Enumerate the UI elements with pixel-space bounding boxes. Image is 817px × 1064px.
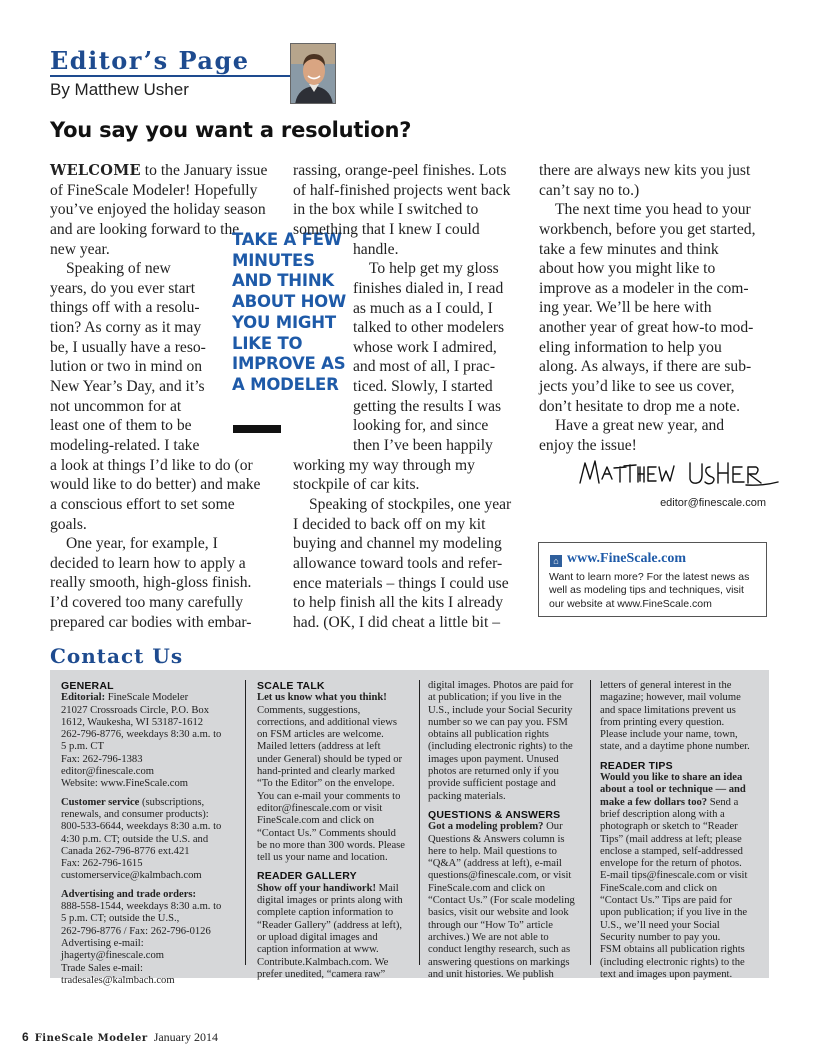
pull-quote-line: ABOUT HOW (232, 292, 347, 312)
article-line: and most of all, I prac- (353, 358, 496, 376)
contact-line-bold: Let us know what you think! (257, 692, 387, 704)
contact-line: “Q&A” (address at left), e-mail (428, 858, 562, 870)
contact-line: complete caption information to (257, 907, 394, 919)
contact-line: U.S., include your Social Security (428, 704, 573, 716)
article-line: to help finish all the kits I already (293, 594, 504, 612)
contact-line: digital images. Photos are paid for (428, 680, 574, 691)
contact-line: 262-796-8776, weekdays 8:30 a.m. to (61, 729, 222, 741)
contact-line: FineScale.com and click on (600, 882, 718, 894)
article-line: whose work I admired, (353, 338, 497, 356)
contact-line: “Contact Us.” Comments should (257, 827, 396, 839)
article-line: then I’ve been happily (353, 437, 493, 454)
contact-line: Please include your name, town, (600, 729, 738, 741)
contact-line-bold: make a few dollars too? (600, 796, 708, 808)
contact-line: envelope for the return of photos. (600, 858, 742, 870)
contact-line: state, and a daytime phone number. (600, 741, 750, 753)
article-line: a conscious effort to set some (50, 495, 235, 513)
contact-line: 4:30 p.m. CT; outside the U.S. and (61, 833, 209, 845)
contact-line: Mailed letters (address at left (257, 741, 381, 753)
article-line: about how you might like to (539, 260, 716, 278)
contact-line: brief description along with a (600, 808, 725, 820)
contact-line: (including electronic rights) to the (600, 956, 745, 968)
contact-line (257, 692, 405, 704)
contact-line: 1612, Waukesha, WI 53187-1612 (61, 716, 204, 728)
contact-column-questions (428, 680, 575, 981)
contact-line: 888-558-1544, weekdays 8:30 a.m. to (61, 901, 222, 913)
contact-line: answering questions on markings (428, 956, 570, 968)
contact-line: 21027 Crossroads Circle, P.O. Box (61, 704, 210, 716)
website-link[interactable]: www.FineScale.com (567, 551, 686, 566)
contact-line: 5 p.m. CT; outside the U.S., (61, 913, 180, 925)
contact-line: editor@finescale.com (61, 766, 154, 778)
contact-heading: READER TIPS (600, 759, 673, 772)
article-line: as much as a I could, I (353, 299, 493, 317)
contact-column-reader-tips (600, 680, 750, 981)
article-line: a look at things I’d like to do (or (50, 456, 253, 474)
contact-line: corrections, and additional views (257, 716, 398, 728)
section-title: Editor’s Page (50, 46, 250, 75)
article-line: Have a great new year, and (555, 417, 725, 435)
contact-column-general (61, 680, 221, 987)
article-line: really smooth, high-gloss finish. (50, 574, 252, 592)
contact-line: Questions & Answers column is (428, 833, 565, 845)
contact-line: “Contact Us.” Tips are paid for (600, 895, 732, 907)
contact-line: letters of general interest in the (600, 680, 732, 691)
website-promo-text (549, 571, 764, 611)
article-column-2-narrow (353, 240, 504, 456)
page-footer (22, 1030, 218, 1045)
contact-line: through our “How To” article (428, 919, 553, 931)
article-line: don’t hesitate to drop me a note. (539, 397, 741, 415)
contact-line: packing materials. (428, 790, 506, 802)
page-number: 6 (22, 1030, 29, 1044)
contact-line: and unit histories. We publish (428, 968, 554, 980)
pull-quote (232, 230, 347, 396)
article-line: in the box while I switched to (293, 201, 479, 219)
article-line: years, do you ever start (50, 279, 196, 297)
contact-line-bold: Advertising and trade orders: (61, 888, 197, 900)
contact-line: hand-printed and clearly marked (257, 766, 395, 778)
article-line: decided to learn how to apply a (50, 554, 246, 572)
website-promo-line: Want to learn more? For the latest news as (549, 571, 750, 583)
contact-line: Advertising e-mail: (61, 937, 144, 949)
article-line: of half-finished projects went back (293, 181, 511, 199)
article-line: rassing, orange-peel finishes. Lots (293, 162, 507, 179)
article-line: improve as a modeler in the com- (539, 279, 749, 297)
contact-line: Contribute.Kalmbach.com. We (257, 956, 389, 968)
article-line: jects you’d like to see us cover, (539, 378, 735, 396)
contact-line: You can e-mail your comments to (257, 790, 401, 802)
editor-email: editor@finescale.com (660, 497, 766, 509)
article-line: I decided to back off on my kit (293, 515, 486, 533)
article-line: Speaking of new (66, 260, 171, 278)
website-promo-line: well as modeling tips and techniques, visit (549, 584, 744, 597)
lead-word: WELCOME (50, 162, 141, 179)
pull-quote-bar (233, 425, 281, 433)
contact-line: digital images or prints along with (257, 895, 403, 907)
contact-line: 800-533-6644, weekdays 8:30 a.m. to (61, 821, 222, 833)
contact-line-bold: Customer service (61, 796, 140, 808)
article-line: The next time you head to your (555, 201, 751, 219)
contact-line: jhagerty@finescale.com (61, 950, 164, 962)
article-line: working my way through my (293, 456, 475, 474)
article-line: along. As always, if there are sub- (539, 358, 752, 376)
article-line: new year. (50, 240, 110, 258)
article-line: something that I knew I could (293, 220, 480, 238)
signature (578, 455, 788, 495)
article-line: take a few minutes and think (539, 240, 719, 258)
column-divider (590, 680, 591, 965)
contact-line-bold: Got a modeling problem? (428, 821, 544, 833)
contact-line: E-mail tips@finescale.com or visit (600, 870, 748, 882)
contact-line (600, 784, 750, 796)
article-line: not uncommon for at (50, 397, 182, 415)
article-line: allowance toward tools and refer- (293, 555, 503, 572)
contact-line-text: Our (543, 821, 563, 833)
contact-line: text and images upon payment. (600, 968, 733, 980)
article-line: eling information to help you (539, 338, 722, 356)
column-divider (245, 680, 246, 965)
article-line: goals. (50, 515, 87, 533)
contact-line: renewals, and consumer products): (61, 808, 209, 820)
contact-line: “Contact Us.” (For scale modeling (428, 895, 575, 907)
article-line: enjoy the issue! (539, 436, 637, 454)
article-line: One year, for example, I (66, 535, 218, 553)
footer-magazine: FineScale Modeler (34, 1033, 148, 1044)
pull-quote-line: AND THINK (232, 271, 335, 291)
contact-line: “Reader Gallery” (address at left), (257, 919, 402, 931)
article-line: had. (OK, I did cheat a little bit – (293, 613, 500, 631)
contact-line: photos are returned only if you (428, 766, 559, 778)
contact-line: or upload digital images and (257, 931, 378, 943)
contact-line: number so we can pay you. FSM (428, 716, 568, 728)
contact-line: Canada 262-796-8776 ext.421 (61, 845, 190, 857)
article-line: of FineScale Modeler! Hopefully (50, 181, 258, 199)
contact-heading: QUESTIONS & ANSWERS (428, 808, 561, 821)
contact-line (428, 821, 575, 833)
contact-line-text: Send a (707, 796, 739, 808)
article-line: can’t say no to.) (539, 181, 640, 199)
contact-line (61, 889, 221, 901)
column-divider (419, 680, 420, 965)
contact-line: Security number to pay you. (600, 931, 721, 943)
contact-line: FineScale.com and click on (257, 815, 375, 827)
article-line: looking for, and since (353, 417, 489, 435)
pull-quote-line: A MODELER (232, 374, 339, 394)
contact-line: Tips” (mail address at left; please (600, 833, 742, 845)
contact-line: Fax: 262-796-1615 (61, 858, 143, 870)
article-line: handle. (353, 240, 399, 258)
pull-quote-line: TAKE A FEW (232, 230, 342, 249)
contact-line (600, 772, 750, 784)
article-line: buying and channel my modeling (293, 535, 502, 553)
byline: By Matthew Usher (50, 80, 189, 99)
website-promo-line: our website at www.FineScale.com (549, 597, 712, 610)
article-line: workbench, before you get started, (539, 220, 756, 238)
contact-line (257, 883, 405, 895)
footer-date: January 2014 (153, 1030, 219, 1044)
article-line: least one of them to be (50, 417, 192, 435)
contact-column-scale-talk (257, 680, 405, 981)
contact-line: basics, visit our website and look (428, 907, 569, 919)
contact-box (50, 670, 769, 986)
contact-line: enclose a stamped, self-addressed (600, 845, 743, 857)
contact-line: U.S., we’ll need your Social (600, 919, 720, 931)
contact-line: Comments, suggestions, (257, 704, 361, 716)
article-line: finishes dialed in, I read (353, 279, 504, 297)
contact-line: archives.) We are not able to (428, 931, 549, 943)
article-column-2-bottom (293, 456, 511, 633)
article-line: there are always new kits you just (539, 162, 751, 179)
contact-heading: SCALE TALK (257, 680, 325, 692)
contact-line: customerservice@kalmbach.com (61, 870, 202, 882)
article-line: and are looking forward to the (50, 220, 240, 238)
contact-line: (including electronic rights) to the (428, 741, 573, 753)
article-line: ticed. Slowly, I started (353, 378, 493, 396)
article-line: Speaking of stockpiles, one year (309, 496, 512, 514)
contact-line: under General) should be typed or (257, 753, 403, 765)
contact-line (61, 692, 221, 704)
contact-heading: GENERAL (61, 680, 114, 692)
web-icon: ⌂ (550, 555, 562, 567)
article-line: stockpile of car kits. (293, 476, 420, 494)
article-line: would like to do better) and make (50, 476, 261, 494)
contact-line: Trade Sales e-mail: (61, 962, 143, 974)
contact-line: on FSM articles are welcome. (257, 729, 384, 741)
contact-line: images upon payment. Unused (428, 753, 559, 765)
article-line (50, 161, 267, 181)
contact-line-text: FineScale Modeler (105, 692, 189, 704)
contact-line: Website: www.FineScale.com (61, 778, 189, 790)
contact-line: questions@finescale.com, or visit (428, 870, 572, 882)
pull-quote-line: YOU MIGHT (232, 312, 336, 332)
pull-quote-line: IMPROVE AS (232, 354, 346, 374)
contact-line-bold: Would you like to share an idea (600, 772, 743, 784)
article-line: modeling-related. I take (50, 436, 200, 454)
contact-line: editor@finescale.com or visit (257, 802, 383, 814)
title-rule (50, 75, 290, 77)
article-line-text: to the January issue (140, 162, 268, 179)
article-line: New Year’s Day, and it’s (50, 378, 205, 396)
contact-line (61, 797, 221, 809)
contact-line-text: Mail (376, 882, 399, 894)
contact-line: magazine; however, mail volume (600, 692, 741, 704)
contact-line: upon publication; if you live in the (600, 907, 748, 919)
pull-quote-line: MINUTES (232, 250, 315, 270)
contact-line: photograph or sketch to “Reader (600, 821, 738, 833)
contact-line-bold: Editorial: (61, 692, 106, 704)
contact-line-bold: about a tool or technique — and (600, 784, 746, 796)
contact-line: obtains all publication rights (428, 729, 549, 741)
contact-title: Contact Us (50, 644, 184, 668)
article-column-2-top (293, 161, 510, 240)
headline: You say you want a resolution? (50, 118, 412, 142)
article-line: talked to other modelers (353, 319, 505, 337)
author-photo (290, 43, 336, 104)
article-line: I’d covered too many carefully (50, 594, 244, 612)
pull-quote-line: LIKE TO (232, 333, 303, 353)
contact-line: at publication; if you live in the (428, 692, 562, 704)
contact-line: 5 p.m. CT (61, 741, 104, 753)
contact-line: caption information at www. (257, 944, 379, 956)
article-line: ence materials – things I could use (293, 574, 509, 592)
article-line: things off with a resolu- (50, 299, 200, 317)
contact-line-text: (subscriptions, (139, 796, 205, 808)
contact-line: tradesales@kalmbach.com (61, 974, 175, 986)
contact-line-bold: Show off your handiwork! (257, 882, 377, 894)
contact-line: “To the Editor” on the envelope. (257, 778, 395, 790)
contact-line: provide sufficient postage and (428, 778, 556, 790)
article-line: To help get my gloss (369, 260, 499, 278)
contact-line: conduct lengthy research, such as (428, 944, 571, 956)
contact-line: Fax: 262-796-1383 (61, 753, 143, 765)
contact-heading: READER GALLERY (257, 870, 357, 883)
contact-line: prefer unedited, “camera raw” (257, 968, 386, 980)
contact-line: FineScale.com and click on (428, 882, 546, 894)
contact-line: tell us your name and location. (257, 852, 388, 864)
article-line: tion? As corny as it may (50, 319, 202, 337)
article-line: prepared car bodies with embar- (50, 613, 252, 631)
contact-line (600, 797, 750, 809)
article-line: be, I usually have a reso- (50, 338, 206, 356)
contact-line: be no more than 300 words. Please (257, 839, 405, 851)
contact-line: and space limitations prevent us (600, 704, 736, 716)
article-line: ing year. We’ll be here with (539, 299, 712, 317)
contact-line: from printing every question. (600, 716, 725, 728)
article-column-3 (539, 161, 756, 456)
contact-line: 262-796-8776 / Fax: 262-796-0126 (61, 925, 211, 937)
article-line: you’ve enjoyed the holiday season (50, 201, 266, 219)
contact-line: FSM obtains all publication rights (600, 944, 745, 956)
contact-line: here to help. Mail questions to (428, 845, 557, 857)
article-line: getting the results I was (353, 397, 502, 415)
website-promo-box (538, 542, 767, 617)
article-line: lution or two in mind on (50, 358, 203, 376)
article-line: another year of great how-to mod- (539, 319, 754, 337)
